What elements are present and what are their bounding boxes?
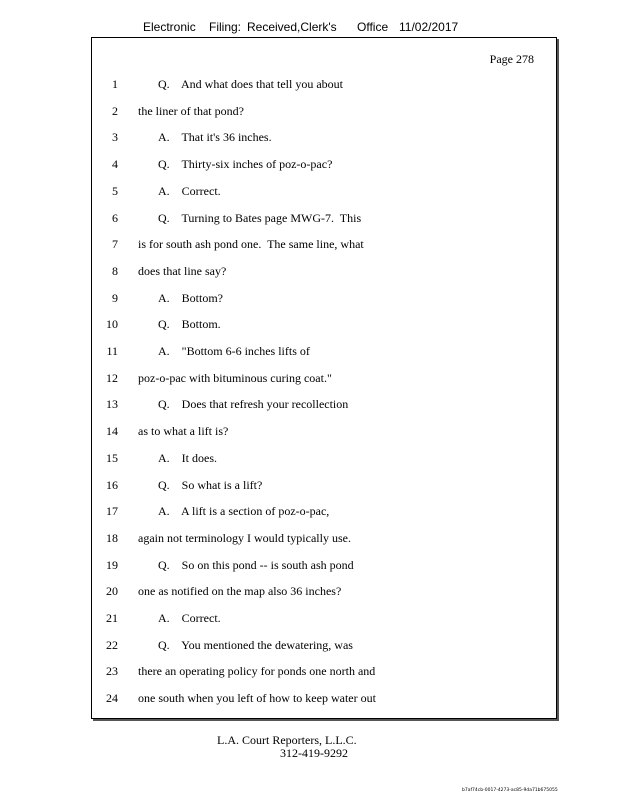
line-text: A. A lift is a section of poz-o-pac, — [158, 504, 330, 519]
transcript-line — [92, 237, 558, 257]
line-text: one south when you left of how to keep water out — [138, 691, 376, 706]
document-hash: b7af74cb-0017-4273-ac85-9da71b675055 — [462, 788, 558, 793]
transcript-page — [91, 37, 557, 719]
line-number: 4 — [112, 157, 118, 172]
transcript-line — [92, 531, 558, 551]
transcript-line — [92, 504, 558, 524]
line-text: Q. So what is a lift? — [158, 477, 263, 492]
filing-office: Office — [357, 20, 389, 34]
line-number: 10 — [106, 317, 118, 332]
line-text: poz-o-pac with bituminous curing coat." — [138, 370, 332, 385]
line-number: 14 — [106, 424, 118, 439]
line-text: there an operating policy for ponds one north and — [138, 664, 376, 679]
transcript-line — [92, 77, 558, 97]
line-number: 19 — [106, 557, 118, 572]
transcript-line — [92, 584, 558, 604]
line-number: 8 — [112, 263, 118, 278]
transcript-line — [92, 558, 558, 578]
line-number: 7 — [112, 237, 118, 252]
line-text: A. Correct. — [158, 611, 221, 625]
line-number: 1 — [112, 77, 118, 91]
line-text: the liner of that pond? — [138, 103, 244, 118]
transcript-line — [92, 184, 558, 204]
transcript-line — [92, 211, 558, 231]
line-text: A. It does. — [158, 450, 217, 465]
line-text: is for south ash pond one. The same line, what — [138, 237, 364, 252]
line-text: as to what a lift is? — [138, 424, 229, 439]
transcript-line — [92, 317, 558, 337]
line-text: Q. Does that refresh your recollection — [158, 397, 349, 412]
filing-header — [0, 20, 618, 38]
line-text: Q. Bottom. — [158, 317, 221, 332]
line-text: A. Correct. — [158, 183, 221, 198]
transcript-line — [92, 397, 558, 417]
transcript-line — [92, 664, 558, 684]
filing-electronic: Electronic — [143, 20, 196, 34]
transcript-line — [92, 344, 558, 364]
transcript-line — [92, 424, 558, 444]
line-number: 9 — [112, 290, 118, 305]
line-number: 13 — [106, 397, 118, 412]
line-number: 24 — [106, 691, 118, 706]
line-number: 5 — [112, 183, 118, 198]
transcript-line — [92, 157, 558, 177]
filing-filing: Filing: — [209, 20, 242, 34]
transcript-line — [92, 104, 558, 124]
filing-received: Received,Clerk's — [247, 20, 337, 34]
line-number: 15 — [106, 450, 118, 465]
line-number: 6 — [112, 210, 118, 225]
transcript-line — [92, 130, 558, 150]
line-text: Q. And what does that tell you about — [158, 77, 343, 91]
line-text: Q. Turning to Bates page MWG-7. This — [158, 210, 362, 225]
line-text: A. "Bottom 6-6 inches lifts of — [158, 344, 310, 358]
line-number: 20 — [106, 584, 118, 599]
line-number: 12 — [106, 370, 118, 385]
line-number: 3 — [112, 130, 118, 145]
transcript-line — [92, 451, 558, 471]
line-text: one as notified on the map also 36 inches? — [138, 584, 342, 599]
line-text: again not terminology I would typically use. — [138, 530, 351, 545]
line-text: does that line say? — [138, 263, 227, 278]
line-number: 16 — [106, 477, 118, 492]
page-number: Page 278 — [489, 52, 534, 66]
transcript-line — [92, 611, 558, 631]
line-number: 17 — [106, 504, 118, 519]
transcript-line — [92, 478, 558, 498]
court-reporter-name: L.A. Court Reporters, L.L.C. — [217, 733, 357, 747]
transcript-line — [92, 264, 558, 284]
transcript-line — [92, 291, 558, 311]
line-text: Q. Thirty-six inches of poz-o-pac? — [158, 157, 333, 172]
line-number: 2 — [112, 103, 118, 118]
transcript-line — [92, 691, 558, 711]
transcript-line — [92, 638, 558, 658]
line-number: 21 — [106, 611, 118, 625]
line-text: Q. So on this pond -- is south ash pond — [158, 557, 354, 572]
line-text: Q. You mentioned the dewatering, was — [158, 637, 353, 652]
line-number: 18 — [106, 530, 118, 545]
transcript-line — [92, 371, 558, 391]
line-number: 11 — [106, 344, 118, 358]
line-text: A. Bottom? — [158, 290, 223, 305]
court-reporter-phone: 312-419-9292 — [280, 746, 348, 760]
filing-date: 11/02/2017 — [399, 20, 459, 34]
line-text: A. That it's 36 inches. — [158, 130, 272, 145]
line-number: 22 — [106, 637, 118, 652]
line-number: 23 — [106, 664, 118, 679]
